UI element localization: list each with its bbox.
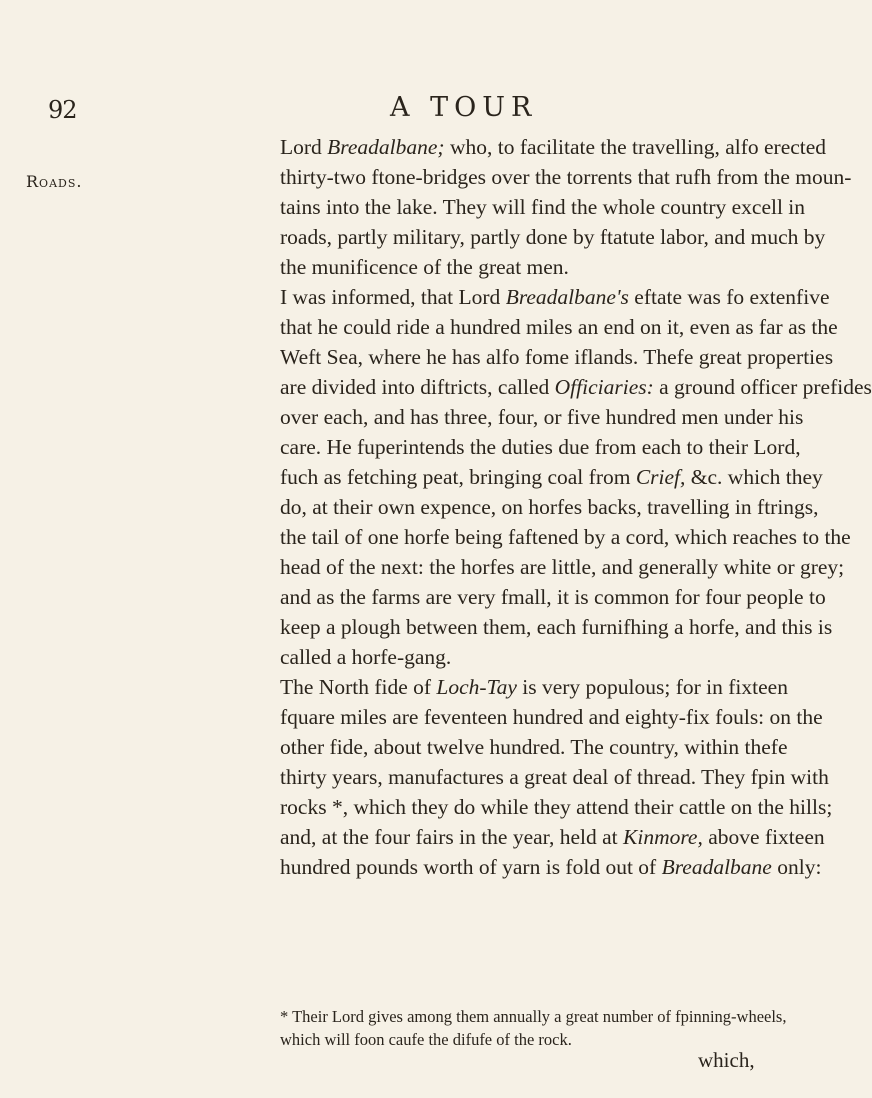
text-line: Weft Sea, where he has alfo fome iflands. Thefe great properties — [280, 345, 834, 369]
footnote-line: * Their Lord gives among them annually a great number of fpinning-wheels, — [280, 1007, 787, 1026]
text-line: are divided into diftricts, called Officiaries: a ground officer prefides — [280, 375, 872, 399]
text-line: called a horfe-gang. — [280, 645, 452, 669]
text-line: fquare miles are feventeen hundred and eighty-fix fouls: on the — [280, 705, 823, 729]
text-line: and as the farms are very fmall, it is common for four people to — [280, 585, 826, 609]
margin-note: Roads. — [26, 172, 83, 191]
text-line: Lord Breadalbane; who, to facilitate the travelling, alfo erected — [280, 135, 827, 159]
text-line: care. He fuperintends the duties due from each to their Lord, — [280, 435, 801, 459]
page-number: 92 — [48, 96, 77, 124]
text-line: keep a plough between them, each furnifhing a horfe, and this is — [280, 615, 833, 639]
text-line: rocks *, which they do while they attend their cattle on the hills; — [280, 795, 833, 819]
text-line: the munificence of the great men. — [280, 255, 569, 279]
running-head: A TOUR — [390, 92, 538, 123]
text-line: do, at their own expence, on horfes backs, travelling in ftrings, — [280, 495, 819, 519]
text-line: the tail of one horfe being faftened by a cord, which reaches to the — [280, 525, 851, 549]
text-line: hundred pounds worth of yarn is fold out of Breadalbane only: — [280, 855, 822, 879]
text-line: I was informed, that Lord Breadalbane's eftate was fo extenfive — [280, 285, 830, 309]
footnote — [280, 1005, 787, 1051]
text-line: The North fide of Loch-Tay is very populous; for in fixteen — [280, 675, 788, 699]
text-line: and, at the four fairs in the year, held at Kinmore, above fixteen — [280, 825, 825, 849]
text-line: that he could ride a hundred miles an end on it, even as far as the — [280, 315, 838, 339]
text-line: thirty years, manufactures a great deal of thread. They fpin with — [280, 765, 829, 789]
text-line: head of the next: the horfes are little, and generally white or grey; — [280, 555, 845, 579]
footnote-line: which will foon caufe the difufe of the rock. — [280, 1030, 572, 1049]
text-line: roads, partly military, partly done by ftatute labor, and much by — [280, 225, 826, 249]
text-line: fuch as fetching peat, bringing coal from Crief, &c. which they — [280, 465, 823, 489]
text-line: tains into the lake. They will find the whole country excell in — [280, 195, 806, 219]
body-text — [280, 132, 872, 882]
text-line: thirty-two ftone-bridges over the torrents that rufh from the moun- — [280, 165, 852, 189]
text-line: over each, and has three, four, or five hundred men under his — [280, 405, 804, 429]
catchword: which, — [698, 1048, 755, 1072]
text-line: other fide, about twelve hundred. The country, within thefe — [280, 735, 788, 759]
